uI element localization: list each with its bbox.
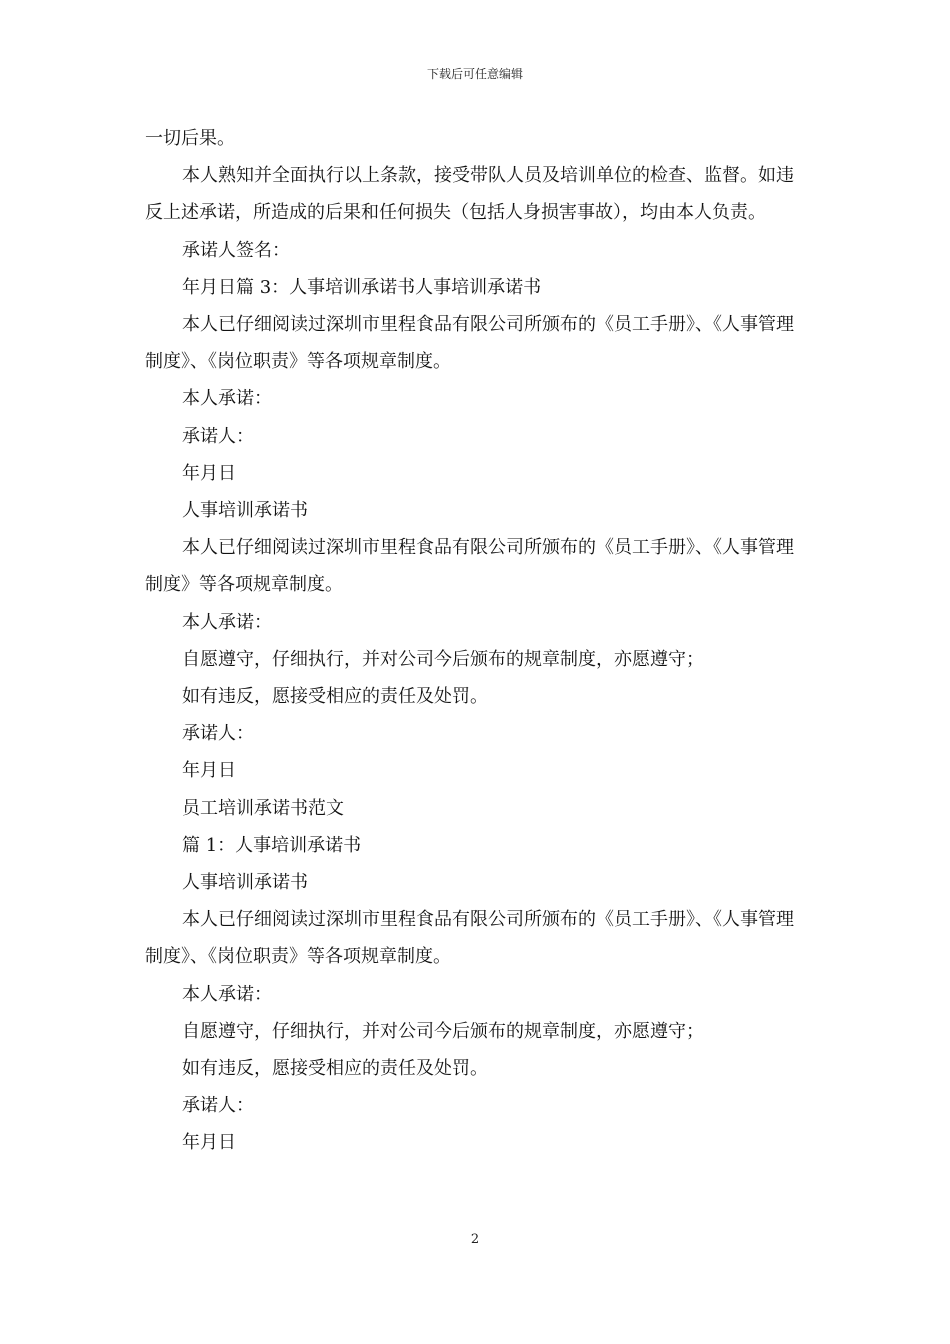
paragraph-24: 年月日 (182, 1132, 236, 1154)
paragraph-6: 本人承诺： (182, 388, 272, 410)
paragraph-9: 人事培训承诺书 (182, 500, 308, 522)
paragraph-20: 本人承诺： (182, 983, 272, 1005)
paragraph-16: 员工培训承诺书范文 (182, 797, 344, 819)
paragraph-18: 人事培训承诺书 (182, 872, 308, 894)
document-body (145, 120, 807, 1162)
paragraph-8: 年月日 (182, 462, 236, 484)
paragraph-21: 自愿遵守，仔细执行，并对公司今后颁布的规章制度，亦愿遵守； (182, 1020, 704, 1042)
paragraph-15: 年月日 (182, 760, 236, 782)
paragraph-11: 本人承诺： (182, 611, 272, 633)
paragraph-17: 篇 1：人事培训承诺书 (182, 834, 362, 856)
paragraph-4: 年月日篇 3：人事培训承诺书人事培训承诺书 (182, 276, 542, 298)
paragraph-19: 本人已仔细阅读过深圳市里程食品有限公司所颁布的《员工手册》、《人事管理制度》、《岗位职责》等各项规章制度。 (145, 909, 794, 968)
paragraph-22: 如有违反，愿接受相应的责任及处罚。 (182, 1058, 488, 1080)
paragraph-1: 一切后果。 (145, 128, 235, 149)
paragraph-14: 承诺人： (182, 723, 254, 745)
paragraph-13: 如有违反，愿接受相应的责任及处罚。 (182, 686, 488, 708)
paragraph-10: 本人已仔细阅读过深圳市里程食品有限公司所颁布的《员工手册》、《人事管理制度》等各项规章制度。 (145, 537, 794, 596)
paragraph-7: 承诺人： (182, 425, 254, 447)
paragraph-3: 承诺人签名： (182, 239, 290, 261)
paragraph-5: 本人已仔细阅读过深圳市里程食品有限公司所颁布的《员工手册》、《人事管理制度》、《岗位职责》等各项规章制度。 (145, 314, 794, 373)
page-number: 2 (470, 1232, 480, 1247)
paragraph-23: 承诺人： (182, 1095, 254, 1117)
paragraph-12: 自愿遵守，仔细执行，并对公司今后颁布的规章制度，亦愿遵守； (182, 648, 704, 670)
page-header: 下载后可任意编辑 (426, 67, 523, 81)
paragraph-2: 本人熟知并全面执行以上条款，接受带队人员及培训单位的检查、监督。如违反上述承诺，所造成的后果和任何损失（包括人身损害事故），均由本人负责。 (145, 165, 794, 224)
